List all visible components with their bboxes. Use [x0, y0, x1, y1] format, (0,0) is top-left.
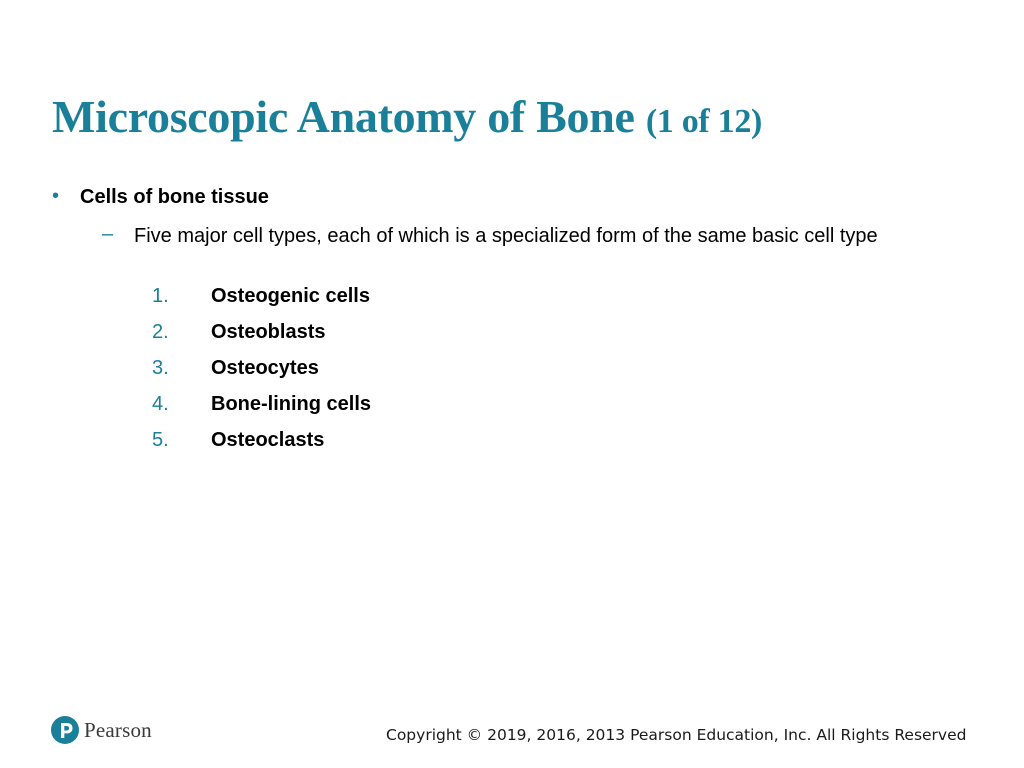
bullet-item-cells-of-bone-tissue [52, 186, 269, 209]
slide-title [52, 90, 762, 143]
copyright-notice: Copyright © 2019, 2016, 2013 Pearson Education, Inc. All Rights Reserved [386, 726, 967, 744]
list-item-label: Osteoclasts [211, 429, 325, 451]
sub-bullet-item [102, 223, 932, 250]
pearson-wordmark: Pearson [84, 717, 152, 742]
list-number: 5. [152, 429, 169, 451]
sub-bullet-text: Five major cell types, each of which is a specialized form of the same basic cell type [134, 225, 878, 247]
list-item-label: Osteoblasts [211, 321, 326, 343]
list-number: 2. [152, 321, 169, 343]
slide-title-main: Microscopic Anatomy of Bone [52, 91, 635, 142]
list-number: 4. [152, 393, 169, 415]
bullet-heading: Cells of bone tissue [80, 186, 269, 208]
dash-icon: – [102, 223, 114, 245]
list-number: 3. [152, 357, 169, 379]
pearson-logo [51, 713, 152, 747]
list-item-label: Bone-lining cells [211, 393, 372, 415]
pearson-p-icon [51, 716, 79, 744]
list-number: 1. [152, 285, 169, 307]
list-item-label: Osteogenic cells [211, 285, 370, 307]
bullet-icon: • [52, 185, 60, 207]
list-item-label: Osteocytes [211, 357, 319, 379]
slide-title-counter: (1 of 12) [645, 103, 763, 140]
